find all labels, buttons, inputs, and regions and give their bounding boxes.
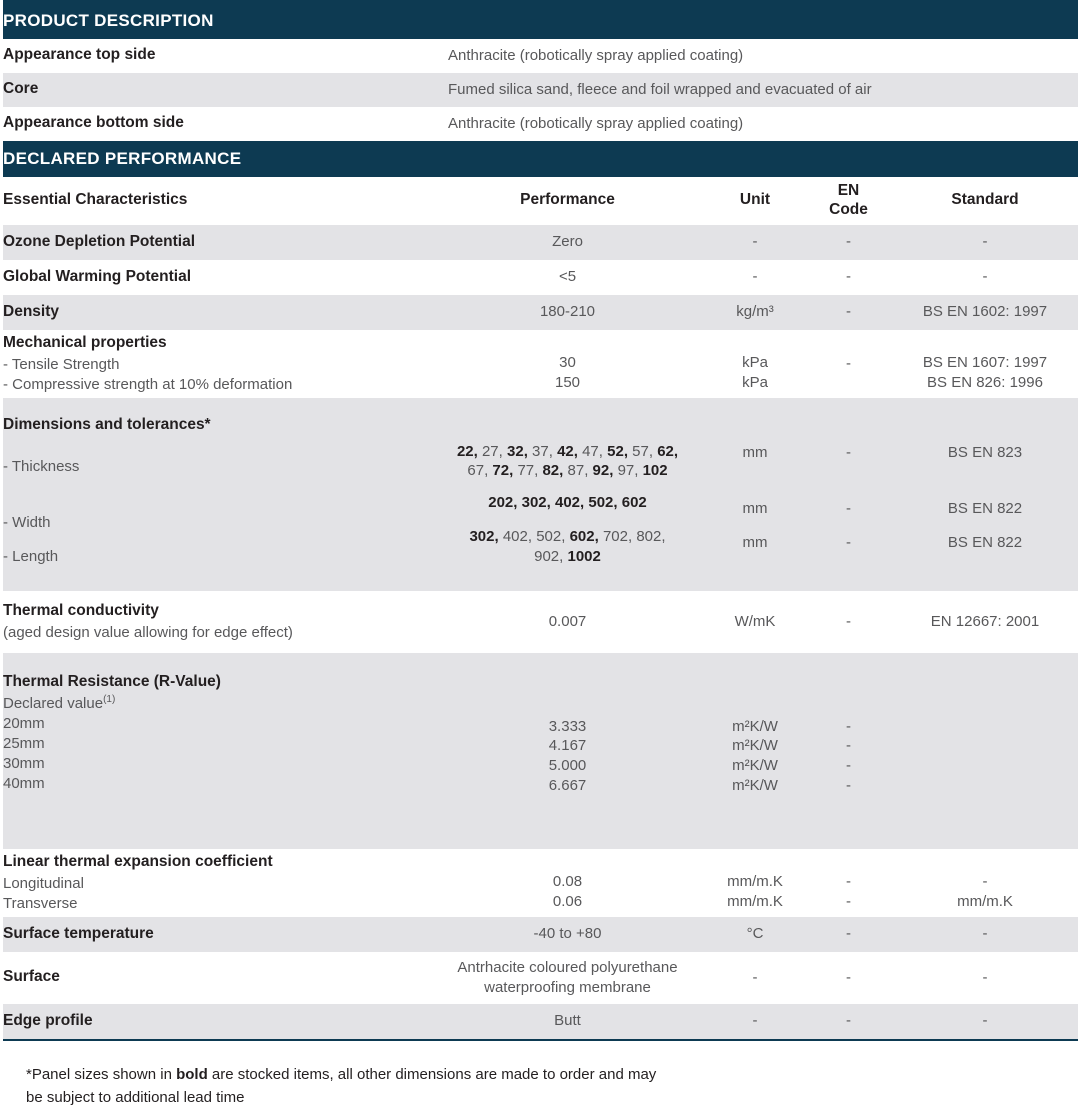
row-en-surface-temperature: -: [805, 917, 892, 952]
row-label-rvalue: Thermal Resistance (R-Value) Declared value$^{(1)}$ 20mm 25mm 30mm 40mm: [3, 653, 430, 849]
row-unit-expansion: mm/m.K mm/m.K: [705, 849, 805, 917]
row-label-surface-temperature: Surface temperature: [3, 917, 430, 952]
row-label-gwp: Global Warming Potential: [3, 260, 430, 295]
row-unit-surface: -: [705, 952, 805, 1004]
row-unit-gwp: -: [705, 260, 805, 295]
dimension-value: 77: [517, 462, 535, 480]
thickness-values-line2: 67, 72, 77, 82, 87, 92, 97, 102: [467, 462, 668, 480]
table-row-density: [3, 295, 1078, 330]
row-label-appearance-top: Appearance top side: [3, 39, 430, 73]
banner-cell-standard: [892, 141, 1078, 177]
row-unit-rvalue: m²K/W m²K/W m²K/W m²K/W: [705, 653, 805, 849]
dimension-value: 67: [467, 462, 485, 480]
table-row-edge-profile: [3, 1004, 1078, 1039]
row-standard-conductivity: EN 12667: 2001: [892, 591, 1078, 653]
footnote: [26, 1063, 746, 1110]
row-en-edge-profile: -: [805, 1004, 892, 1039]
dimension-value: 72: [492, 462, 510, 480]
dimension-value: 102: [642, 462, 668, 480]
dimension-value: 402: [502, 528, 528, 546]
row-performance-gwp: <5: [430, 260, 705, 295]
table-row-thermal-conductivity: [3, 591, 1078, 653]
row-en-dimensions: - - -: [805, 398, 892, 591]
table-row-mechanical-properties: [3, 330, 1078, 398]
row-value-appearance-top: Anthracite (robotically spray applied coating): [430, 39, 1078, 73]
dimension-value: 502: [588, 494, 614, 512]
table-row-appearance-bottom: [3, 107, 1078, 141]
row-unit-density: kg/m³: [705, 295, 805, 330]
dimension-value: 92: [592, 462, 610, 480]
row-label-conductivity: Thermal conductivity (aged design value allowing for edge effect): [3, 591, 430, 653]
table-row-core: [3, 73, 1078, 107]
row-label-dimensions: Dimensions and tolerances* - Thickness - Width - Length: [3, 398, 430, 591]
product-description-banner-blank: [430, 3, 1078, 39]
dimension-value: 87: [567, 462, 585, 480]
dimension-value: 27: [481, 442, 499, 460]
rvalue-footnote-marker: (1): [103, 693, 116, 705]
rvalue-declared-value-label: Declared value: [3, 694, 104, 712]
table-row-linear-expansion: [3, 849, 1078, 917]
banner-cell-performance: [430, 141, 705, 177]
column-header-unit: Unit: [705, 177, 805, 225]
row-standard-surface-temperature: -: [892, 917, 1078, 952]
row-performance-conductivity: 0.007: [430, 591, 705, 653]
row-label-ozone: Ozone Depletion Potential: [3, 225, 430, 260]
dimension-value: 82: [542, 462, 560, 480]
dimension-value: 42: [557, 442, 574, 460]
column-header-performance: Performance: [430, 177, 705, 225]
declared-performance-title: DECLARED PERFORMANCE: [3, 141, 430, 177]
column-header-characteristics: Essential Characteristics: [3, 177, 430, 225]
declared-performance-table: [3, 141, 1078, 1039]
footnote-text-bold: bold: [176, 1066, 208, 1083]
dimension-value: 97: [617, 462, 635, 480]
table-row-ozone-depletion: [3, 225, 1078, 260]
row-performance-dimensions: [430, 398, 705, 591]
row-standard-gwp: -: [892, 260, 1078, 295]
column-header-row: [3, 177, 1078, 225]
dimension-value: 1002: [567, 547, 601, 565]
bottom-rule: [3, 1039, 1078, 1042]
row-standard-density: BS EN 1602: 1997: [892, 295, 1078, 330]
table-row-appearance-top: [3, 39, 1078, 73]
row-performance-surface: Antrhacite coloured polyurethane waterproofing membrane: [430, 952, 705, 1004]
row-en-surface: -: [805, 952, 892, 1004]
product-description-banner: [3, 3, 1078, 39]
row-standard-expansion: - mm/m.K: [892, 849, 1078, 917]
row-performance-density: 180-210: [430, 295, 705, 330]
banner-cell-en: [805, 141, 892, 177]
dimension-value: 802: [636, 528, 662, 546]
table-row-global-warming: [3, 260, 1078, 295]
row-unit-surface-temperature: °C: [705, 917, 805, 952]
row-standard-surface: -: [892, 952, 1078, 1004]
dimension-value: 37: [532, 442, 549, 460]
dimension-value: 52: [607, 442, 624, 460]
row-performance-expansion: 0.08 0.06: [430, 849, 705, 917]
dimension-value: 602: [621, 494, 647, 512]
width-values: 202, 302, 402, 502, 602: [488, 494, 647, 512]
row-unit-ozone: -: [705, 225, 805, 260]
row-standard-rvalue: [892, 653, 1078, 849]
table-row-surface: [3, 952, 1078, 1004]
row-label-mechanical: Mechanical properties - Tensile Strength - Compressive strength at 10% deformation: [3, 330, 430, 398]
row-value-appearance-bottom: Anthracite (robotically spray applied coating): [430, 107, 1078, 141]
row-label-edge-profile: Edge profile: [3, 1004, 430, 1039]
dimension-value: 502: [536, 528, 562, 546]
row-performance-mechanical: 30 150: [430, 330, 705, 398]
dimension-value: 302: [521, 494, 547, 512]
row-performance-surface-temperature: -40 to +80: [430, 917, 705, 952]
row-en-mechanical: -: [805, 330, 892, 398]
dimension-value: 302: [469, 528, 495, 546]
row-standard-mechanical: BS EN 1607: 1997 BS EN 826: 1996: [892, 330, 1078, 398]
banner-cell-unit: [705, 141, 805, 177]
row-en-ozone: -: [805, 225, 892, 260]
dimension-value: 202: [488, 494, 514, 512]
row-en-gwp: -: [805, 260, 892, 295]
row-unit-dimensions: mm mm mm: [705, 398, 805, 591]
dimension-value: 602: [569, 528, 595, 546]
row-en-expansion: - -: [805, 849, 892, 917]
dimension-value: 402: [554, 494, 581, 512]
length-values-line1: 302, 402, 502, 602, 702, 802,: [469, 528, 666, 546]
product-description-table: [3, 3, 1078, 141]
product-description-title: PRODUCT DESCRIPTION: [3, 3, 430, 39]
row-unit-conductivity: W/mK: [705, 591, 805, 653]
row-standard-dimensions: BS EN 823 BS EN 822 BS EN 822: [892, 398, 1078, 591]
row-unit-edge-profile: -: [705, 1004, 805, 1039]
row-unit-mechanical: kPa kPa: [705, 330, 805, 398]
row-performance-rvalue: 3.333 4.167 5.000 6.667: [430, 653, 705, 849]
row-en-conductivity: -: [805, 591, 892, 653]
row-standard-edge-profile: -: [892, 1004, 1078, 1039]
footnote-text-pre: *Panel sizes shown in: [26, 1066, 177, 1083]
column-header-standard: Standard: [892, 177, 1078, 225]
dimension-value: 902: [534, 547, 560, 565]
footnote-line-2: be subject to additional lead time: [26, 1089, 245, 1107]
dimension-value: 57: [632, 442, 649, 460]
row-value-core: Fumed silica sand, fleece and foil wrapped and evacuated of air: [430, 73, 1078, 107]
row-label-core: Core: [3, 73, 430, 107]
dimension-value: 22: [456, 442, 474, 460]
footnote-text-post: are stocked items, all other dimensions are made to order and may: [207, 1066, 657, 1083]
row-performance-edge-profile: Butt: [430, 1004, 705, 1039]
row-standard-ozone: -: [892, 225, 1078, 260]
table-row-thermal-resistance: [3, 653, 1078, 849]
row-label-density: Density: [3, 295, 430, 330]
row-label-expansion: Linear thermal expansion coefficient Longitudinal Transverse: [3, 849, 430, 917]
column-header-en-code: EN Code: [805, 177, 892, 225]
dimension-value: 62: [657, 442, 674, 460]
row-label-appearance-bottom: Appearance bottom side: [3, 107, 430, 141]
row-performance-ozone: Zero: [430, 225, 705, 260]
dimension-value: 47: [582, 442, 599, 460]
table-row-surface-temperature: [3, 917, 1078, 952]
length-values-line2: 902, 1002: [534, 547, 601, 565]
row-label-surface: Surface: [3, 952, 430, 1004]
declared-performance-banner: [3, 141, 1078, 177]
table-row-dimensions: [3, 398, 1078, 591]
footnote-line-1: [26, 1066, 656, 1083]
dimension-value: 32: [507, 442, 524, 460]
row-en-rvalue: - - - -: [805, 653, 892, 849]
dimension-value: 702: [602, 528, 628, 546]
row-en-density: -: [805, 295, 892, 330]
thickness-values-line1: 22, 27, 32, 37, 42, 47, 52, 57, 62,: [456, 442, 679, 460]
